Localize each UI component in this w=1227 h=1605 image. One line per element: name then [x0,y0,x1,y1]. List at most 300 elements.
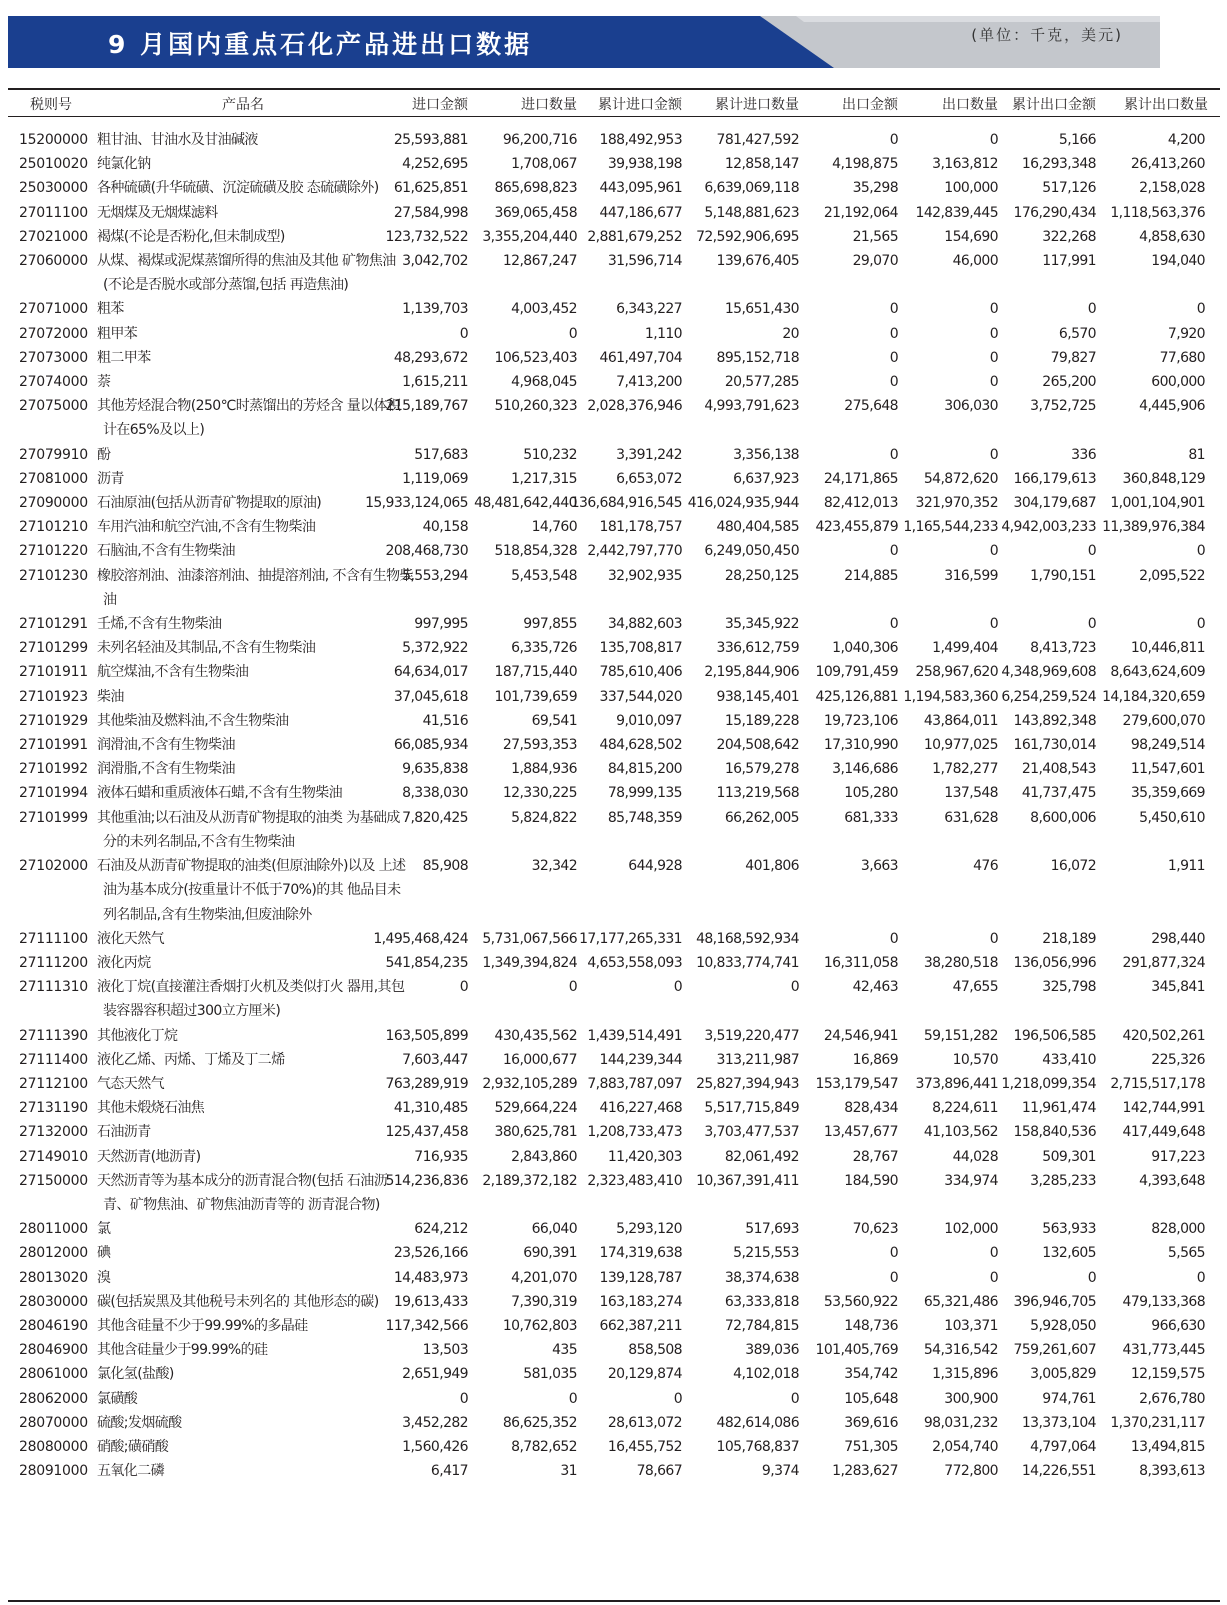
export-qty: 54,316,542 [923,1342,998,1359]
export-qty: 100,000 [944,180,998,197]
export-value: 3,663 [860,858,898,875]
table-row [8,201,1220,225]
import-value: 25,593,881 [393,132,468,148]
cum-export-qty: 966,630 [1151,1317,1205,1334]
product-name: 碳(包括炭黑及其他税号未列名的 其他形态的碳) [97,1293,379,1310]
cum-export-value: 322,268 [1042,228,1096,245]
export-value: 19,723,106 [823,712,898,729]
export-qty: 3,163,812 [932,156,998,173]
table-row [8,757,1220,781]
export-qty: 476 [973,858,998,875]
cum-import-qty: 6,249,050,450 [704,543,799,560]
tariff-code: 27021000 [19,228,88,245]
unit-note: (单位：千克，美元) [971,26,1123,44]
import-value: 514,236,836 [385,1172,468,1189]
cum-import-qty: 3,356,138 [733,446,799,463]
table-row [8,491,1220,515]
cum-import-value: 84,815,200 [607,761,682,778]
table-row [8,322,1220,346]
tariff-code: 27101220 [19,543,88,560]
header-cum-export-qty: 累计出口数量 [1124,97,1208,113]
import-qty: 48,481,642,440 [474,495,577,512]
cum-import-qty: 4,993,791,623 [704,398,799,415]
product-name: 褐煤(不论是否粉化,但未制成型) [97,228,285,245]
cum-import-qty: 5,215,553 [733,1245,799,1262]
product-name: 粗苯 [97,301,124,318]
cum-export-value: 4,797,064 [1030,1438,1096,1455]
cum-import-qty: 66,262,005 [724,809,799,826]
export-qty: 0 [989,930,998,947]
export-value: 70,623 [852,1221,898,1238]
export-value: 4,198,875 [832,156,898,173]
cum-import-qty: 25,827,394,943 [696,1075,799,1092]
cum-export-value: 136,056,996 [1013,954,1096,971]
table-row [8,1024,1220,1048]
cum-import-value: 858,508 [628,1342,682,1359]
cum-export-value: 143,892,348 [1013,712,1096,729]
export-value: 105,648 [844,1390,898,1407]
cum-export-value: 0 [1087,616,1096,633]
import-value: 763,289,919 [385,1075,468,1092]
cum-import-qty: 35,345,922 [724,616,799,633]
title-banner [8,16,846,68]
import-value: 1,139,703 [402,301,468,318]
import-qty: 10,762,803 [502,1317,577,1334]
cum-export-qty: 225,326 [1151,1051,1205,1068]
import-qty: 1,217,315 [511,470,577,487]
cum-export-qty: 2,158,028 [1139,180,1205,197]
cum-import-value: 2,442,797,770 [587,543,682,560]
table-row [8,1048,1220,1072]
export-qty: 142,839,445 [915,204,998,221]
cum-import-value: 4,653,558,093 [587,954,682,971]
cum-export-qty: 11,547,601 [1130,761,1205,778]
product-name: 硝酸;磺硝酸 [97,1438,169,1455]
import-value: 716,935 [414,1148,468,1165]
import-qty: 16,000,677 [502,1051,577,1068]
cum-export-value: 325,798 [1042,979,1096,996]
import-qty: 1,708,067 [511,156,577,173]
cum-import-value: 85,748,359 [607,809,682,826]
cum-export-value: 6,254,259,524 [1001,688,1096,705]
export-value: 681,333 [844,809,898,826]
cum-import-value: 662,387,211 [599,1317,682,1334]
table-row [8,685,1220,709]
table-row [8,1411,1220,1435]
cum-export-qty: 479,133,368 [1122,1293,1205,1310]
export-qty: 65,321,486 [923,1293,998,1310]
import-value: 41,310,485 [393,1100,468,1117]
cum-export-value: 13,373,104 [1021,1414,1096,1431]
product-name: 石油沥青 [97,1124,151,1141]
cum-import-qty: 482,614,086 [716,1414,799,1431]
import-qty: 106,523,403 [494,349,577,366]
cum-import-qty: 3,519,220,477 [704,1027,799,1044]
cum-import-qty: 204,508,642 [716,737,799,754]
cum-import-qty: 139,676,405 [716,253,799,270]
cum-export-value: 161,730,014 [1013,737,1096,754]
export-qty: 772,800 [944,1463,998,1480]
export-value: 369,616 [844,1414,898,1431]
cum-export-value: 517,126 [1042,180,1096,197]
product-name: 沥青 [97,470,124,487]
import-qty: 581,035 [523,1366,577,1383]
export-value: 0 [889,543,898,560]
import-value: 37,045,618 [393,688,468,705]
cum-export-value: 0 [1087,301,1096,318]
cum-import-value: 6,653,072 [616,470,682,487]
cum-export-value: 176,290,434 [1013,204,1096,221]
cum-import-value: 139,128,787 [599,1269,682,1286]
cum-import-qty: 2,195,844,906 [704,664,799,681]
tariff-code: 27112100 [19,1075,88,1092]
tariff-code: 27150000 [19,1172,88,1189]
cum-export-qty: 98,249,514 [1130,737,1205,754]
cum-export-value: 16,072 [1050,858,1096,875]
product-name: 溴 [97,1269,111,1286]
product-name: 壬烯,不含有生物柴油 [97,616,222,633]
export-value: 21,565 [852,228,898,245]
cum-import-qty: 389,036 [745,1342,799,1359]
import-qty: 4,968,045 [511,374,577,391]
cum-import-qty: 20,577,285 [724,374,799,391]
export-qty: 54,872,620 [923,470,998,487]
import-qty: 6,335,726 [511,640,577,657]
export-value: 53,560,922 [823,1293,898,1310]
import-qty: 0 [568,1390,577,1407]
export-value: 101,405,769 [815,1342,898,1359]
import-value: 61,625,851 [393,180,468,197]
cum-import-value: 20,129,874 [607,1366,682,1383]
cum-import-qty: 15,651,430 [724,301,799,318]
cum-import-value: 136,684,916,545 [570,495,682,512]
import-qty: 435 [552,1342,577,1359]
header-export-qty: 出口数量 [942,97,998,113]
export-qty: 154,690 [944,228,998,245]
cum-import-value: 144,239,344 [599,1051,682,1068]
table-row [8,733,1220,757]
cum-import-value: 2,323,483,410 [587,1172,682,1189]
cum-import-value: 17,177,265,331 [579,930,682,947]
import-value: 1,560,426 [402,1438,468,1455]
tariff-code: 27073000 [19,349,88,366]
product-name: 其他含硅量不少于99.99%的多晶硅 [97,1317,308,1334]
tariff-code: 27101991 [19,737,88,754]
tariff-code: 27060000 [19,253,88,270]
table-row [8,539,1220,563]
export-qty: 321,970,352 [915,495,998,512]
cum-export-qty: 1,370,231,117 [1110,1414,1205,1431]
tariff-code: 27072000 [19,325,88,342]
header-code: 税则号 [30,97,72,113]
product-name: 氯 [97,1221,111,1238]
export-qty: 316,599 [944,567,998,584]
cum-export-qty: 345,841 [1151,979,1205,996]
cum-import-qty: 72,592,906,695 [696,228,799,245]
cum-import-qty: 313,211,987 [716,1051,799,1068]
cum-import-value: 78,667 [636,1463,682,1480]
table-row [8,975,1220,1023]
export-value: 0 [889,374,898,391]
tariff-code: 15200000 [19,132,88,148]
tariff-code: 27132000 [19,1124,88,1141]
cum-export-value: 8,413,723 [1030,640,1096,657]
cum-import-qty: 72,784,815 [724,1317,799,1334]
import-qty: 865,698,823 [494,180,577,197]
cum-export-qty: 600,000 [1151,374,1205,391]
cum-export-qty: 917,223 [1151,1148,1205,1165]
import-qty: 510,232 [523,446,577,463]
tariff-code: 27071000 [19,301,88,318]
tariff-code: 28062000 [19,1390,88,1407]
product-name: 润滑油,不含有生物柴油 [97,737,235,754]
cum-export-qty: 4,858,630 [1139,228,1205,245]
export-qty: 334,974 [944,1172,998,1189]
cum-export-value: 759,261,607 [1013,1342,1096,1359]
export-value: 153,179,547 [815,1075,898,1092]
import-value: 215,189,767 [385,398,468,415]
import-qty: 27,593,353 [502,737,577,754]
product-name: 石脑油,不含有生物柴油 [97,543,235,560]
table-row [8,225,1220,249]
table-row [8,467,1220,491]
export-qty: 38,280,518 [923,954,998,971]
product-name: 柴油 [97,688,124,705]
product-name: 酚 [97,446,111,463]
import-qty: 2,843,860 [511,1148,577,1165]
table-row [8,1435,1220,1459]
cum-import-qty: 6,639,069,118 [704,180,799,197]
table-row [8,781,1220,805]
import-value: 48,293,672 [393,349,468,366]
cum-import-qty: 82,061,492 [724,1148,799,1165]
cum-import-value: 0 [673,1390,682,1407]
product-name: 氯磺酸 [97,1390,138,1407]
table-body [8,128,1220,1483]
import-value: 1,615,211 [402,374,468,391]
import-value: 0 [459,979,468,996]
import-qty: 101,739,659 [494,688,577,705]
product-name: 橡胶溶剂油、油漆溶剂油、抽提溶剂油, 不含有生物柴油 [97,567,413,608]
cum-import-value: 1,208,733,473 [587,1124,682,1141]
tariff-code: 28061000 [19,1366,88,1383]
cum-export-qty: 828,000 [1151,1221,1205,1238]
export-qty: 41,103,562 [923,1124,998,1141]
export-qty: 10,977,025 [923,737,998,754]
import-qty: 369,065,458 [494,204,577,221]
export-value: 16,869 [852,1051,898,1068]
table-row [8,370,1220,394]
cum-import-qty: 113,219,568 [716,785,799,802]
table-header-row [8,90,1220,117]
table-row [8,854,1220,927]
import-qty: 518,854,328 [494,543,577,560]
table-row [8,1169,1220,1217]
cum-import-qty: 895,152,718 [716,349,799,366]
tariff-code: 28013020 [19,1269,88,1286]
cum-export-qty: 14,184,320,659 [1102,688,1205,705]
cum-export-value: 265,200 [1042,374,1096,391]
cum-import-value: 0 [673,979,682,996]
import-value: 2,651,949 [402,1366,468,1383]
export-value: 354,742 [844,1366,898,1383]
import-qty: 66,040 [531,1221,577,1238]
cum-export-qty: 194,040 [1151,253,1205,270]
cum-import-qty: 6,637,923 [733,470,799,487]
cum-export-value: 11,961,474 [1021,1100,1096,1117]
import-qty: 510,260,323 [494,398,577,415]
cum-export-value: 4,348,969,608 [1001,664,1096,681]
import-qty: 14,760 [531,519,577,536]
export-value: 3,146,686 [832,761,898,778]
import-value: 3,452,282 [402,1414,468,1431]
tariff-code: 27101911 [19,664,88,681]
product-name: 粗二甲苯 [97,349,151,366]
tariff-code: 27101999 [19,809,88,826]
export-qty: 0 [989,446,998,463]
import-qty: 86,625,352 [502,1414,577,1431]
cum-import-qty: 15,189,228 [724,712,799,729]
tariff-code: 27101929 [19,712,88,729]
cum-export-value: 132,605 [1042,1245,1096,1262]
cum-import-qty: 10,367,391,411 [696,1172,799,1189]
cum-export-qty: 2,715,517,178 [1110,1075,1205,1092]
export-value: 82,412,013 [823,495,898,512]
import-qty: 8,782,652 [511,1438,577,1455]
export-qty: 0 [989,616,998,633]
product-name: 石油原油(包括从沥青矿物提取的原油) [97,495,322,512]
cum-export-value: 158,840,536 [1013,1124,1096,1141]
export-value: 214,885 [844,567,898,584]
tariff-code: 27074000 [19,374,88,391]
export-value: 29,070 [852,253,898,270]
import-qty: 380,625,781 [494,1124,577,1141]
export-value: 21,192,064 [823,204,898,221]
cum-import-value: 28,613,072 [607,1414,682,1431]
import-qty: 12,867,247 [502,253,577,270]
import-qty: 0 [568,979,577,996]
product-name: 天然沥青(地沥青) [97,1148,201,1165]
cum-import-value: 181,178,757 [599,519,682,536]
header-import-value: 进口金额 [412,97,468,113]
table-row [8,394,1220,442]
cum-export-qty: 5,450,610 [1139,809,1205,826]
cum-export-qty: 0 [1196,301,1205,318]
cum-import-value: 484,628,502 [599,737,682,754]
cum-export-value: 14,226,551 [1021,1463,1096,1480]
export-qty: 631,628 [944,809,998,826]
table-row [8,1459,1220,1483]
cum-export-qty: 4,200 [1167,132,1205,148]
cum-export-value: 1,790,151 [1030,567,1096,584]
cum-export-qty: 26,413,260 [1130,156,1205,173]
cum-import-value: 39,938,198 [607,156,682,173]
export-qty: 102,000 [944,1221,998,1238]
product-name: 无烟煤及无烟煤滤料 [97,204,218,221]
cum-export-qty: 4,393,648 [1139,1172,1205,1189]
table-row [8,636,1220,660]
export-value: 184,590 [844,1172,898,1189]
tariff-code: 27111400 [19,1051,88,1068]
cum-export-value: 8,600,006 [1030,809,1096,826]
cum-export-value: 3,285,233 [1030,1172,1096,1189]
import-value: 1,119,069 [402,470,468,487]
tariff-code: 27075000 [19,398,88,415]
cum-import-value: 16,455,752 [607,1438,682,1455]
product-name: 粗甲苯 [97,325,138,342]
import-value: 40,158 [422,519,468,536]
export-value: 0 [889,1245,898,1262]
export-value: 24,546,941 [823,1027,898,1044]
export-qty: 0 [989,1269,998,1286]
export-qty: 103,371 [944,1317,998,1334]
table-row [8,660,1220,684]
cum-export-qty: 1,118,563,376 [1110,204,1205,221]
cum-export-value: 218,189 [1042,930,1096,947]
product-name: 液体石蜡和重质液体石蜡,不含有生物柴油 [97,785,343,802]
cum-export-value: 4,942,003,233 [1001,519,1096,536]
tariff-code: 25030000 [19,180,88,197]
import-value: 624,212 [414,1221,468,1238]
export-value: 828,434 [844,1100,898,1117]
table-row [8,1072,1220,1096]
import-value: 541,854,235 [385,954,468,971]
export-qty: 373,896,441 [915,1075,998,1092]
cum-export-qty: 279,600,070 [1122,712,1205,729]
product-name: 润滑脂,不含有生物柴油 [97,761,235,778]
export-qty: 1,165,544,233 [903,519,998,536]
cum-import-value: 1,439,514,491 [587,1027,682,1044]
tariff-code: 27111310 [19,979,88,996]
import-value: 0 [459,325,468,342]
cum-export-value: 0 [1087,543,1096,560]
cum-import-value: 785,610,406 [599,664,682,681]
import-qty: 430,435,562 [494,1027,577,1044]
import-value: 5,553,294 [402,567,468,584]
product-name: 气态天然气 [97,1075,164,1092]
header-cum-export-value: 累计出口金额 [1012,97,1096,113]
product-name: 未列名轻油及其制品,不含有生物柴油 [97,640,316,657]
cum-import-qty: 517,693 [745,1221,799,1238]
product-name: 天然沥青等为基本成分的沥青混合物(包括 石油沥青、矿物焦油、矿物焦油沥青等的 沥青混合物) [97,1172,388,1213]
cum-export-value: 3,005,829 [1030,1366,1096,1383]
tariff-code: 28080000 [19,1438,88,1455]
cum-import-qty: 480,404,585 [716,519,799,536]
cum-export-qty: 0 [1196,543,1205,560]
header-import-qty: 进口数量 [521,97,577,113]
import-value: 41,516 [422,712,468,729]
cum-import-value: 447,186,677 [599,204,682,221]
cum-import-value: 416,227,468 [599,1100,682,1117]
header-cum-import-value: 累计进口金额 [598,97,682,113]
cum-export-value: 21,408,543 [1021,761,1096,778]
import-value: 117,342,566 [385,1317,468,1334]
cum-import-value: 34,882,603 [607,616,682,633]
cum-import-qty: 0 [790,979,799,996]
table-row [8,709,1220,733]
tariff-code: 27149010 [19,1148,88,1165]
export-value: 105,280 [844,785,898,802]
tariff-code: 28030000 [19,1293,88,1310]
cum-import-qty: 781,427,592 [716,132,799,148]
tariff-code: 27101299 [19,640,88,657]
cum-export-value: 433,410 [1042,1051,1096,1068]
export-qty: 0 [989,325,998,342]
cum-import-value: 9,010,097 [616,712,682,729]
cum-export-qty: 77,680 [1159,349,1205,366]
cum-import-qty: 416,024,935,944 [687,495,799,512]
export-qty: 0 [989,132,998,148]
